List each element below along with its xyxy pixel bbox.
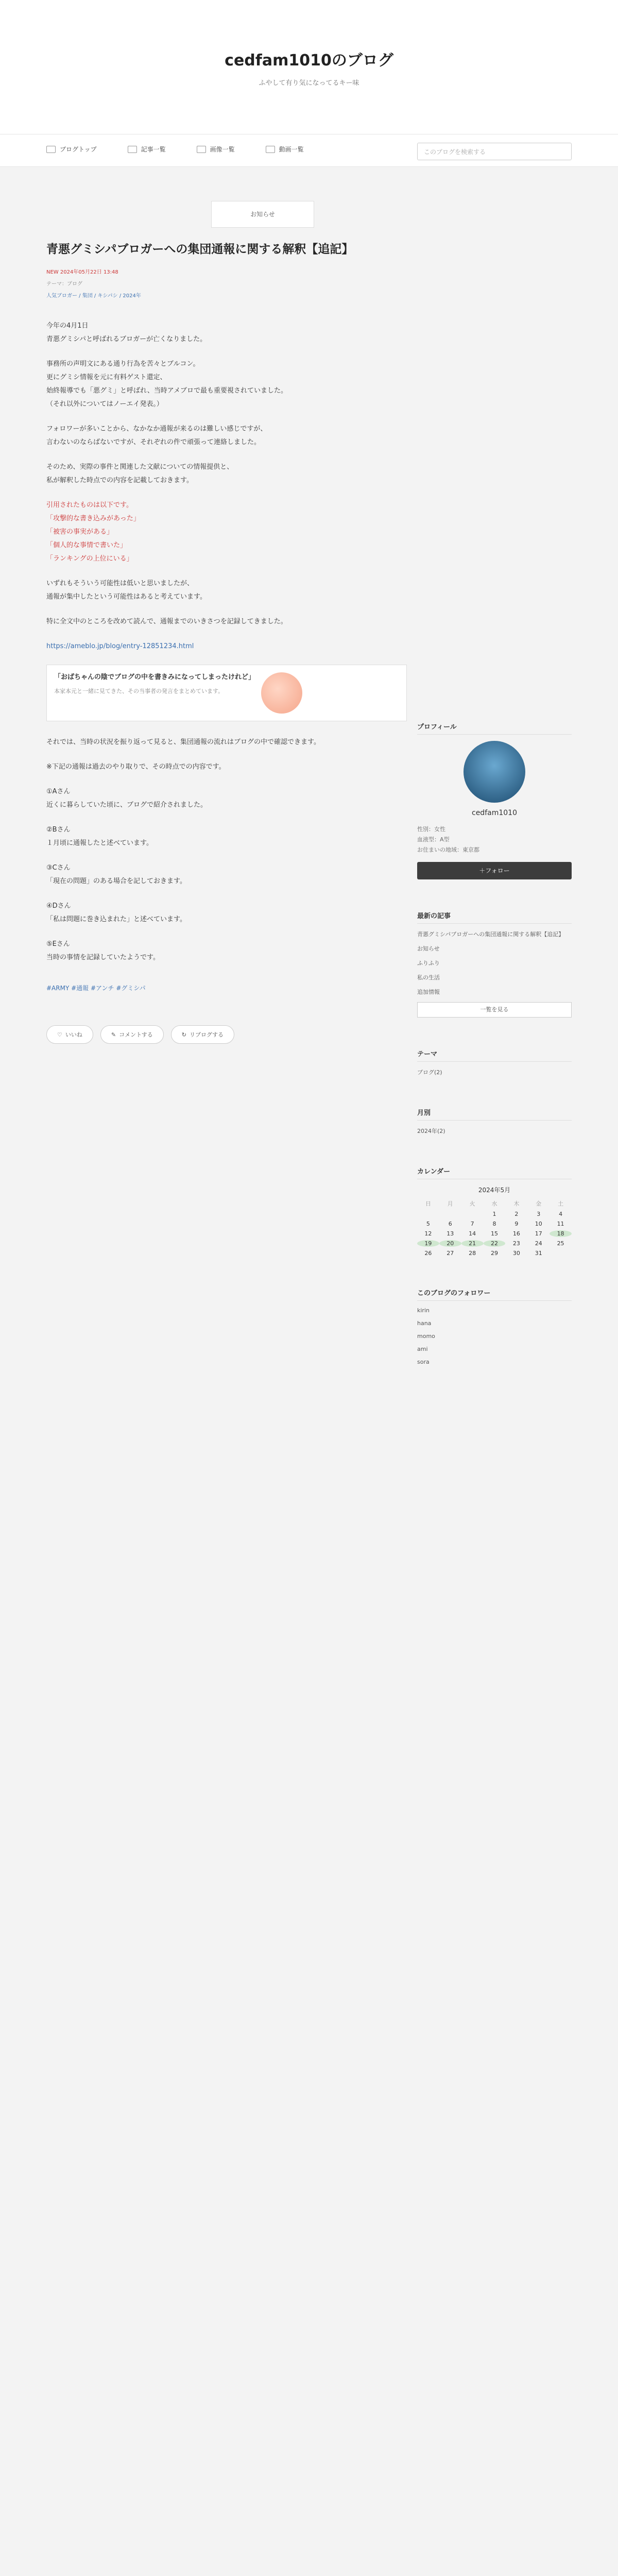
list-item[interactable]: 2024年(2)	[417, 1128, 445, 1135]
list-item[interactable]: sora	[417, 1359, 430, 1366]
follow-button[interactable]: ＋フォロー	[417, 862, 572, 879]
list-item[interactable]: ami	[417, 1346, 428, 1353]
theme-widget	[417, 1048, 572, 1076]
calendar-day[interactable]: 30	[512, 1250, 520, 1257]
profile-text: 性別：女性 血液型：A型 お住まいの地域：東京都	[417, 826, 479, 853]
like-button[interactable]: ♡ いいね	[46, 1025, 93, 1044]
calendar-day[interactable]: 24	[535, 1240, 542, 1247]
video-icon	[266, 146, 275, 153]
paragraph: それでは、当時の状況を振り返って見ると、集団通報の流れはブログの中で確認できます。	[46, 738, 320, 747]
entry-tags[interactable]: 人気ブロガー / 集団 / キシパシ / 2024年	[46, 293, 141, 299]
calendar-day[interactable]: 6	[448, 1221, 452, 1228]
blog-title[interactable]: cedfam1010のブログ	[225, 52, 393, 70]
blog-header	[0, 0, 618, 134]
widget-title: 月別	[417, 1107, 572, 1121]
calendar-day[interactable]: 28	[469, 1250, 476, 1257]
calendar-weekday: 木	[513, 1200, 520, 1208]
calendar-day[interactable]: 19	[417, 1240, 439, 1247]
calendar-weekday: 火	[469, 1200, 475, 1208]
paragraph: ②Bさん １月頃に通報したと述べています。	[46, 826, 153, 848]
entry-body	[46, 319, 407, 994]
calendar-day	[439, 1211, 461, 1217]
paragraph: ③Cさん 「現在の問題」のある場合を記しておきます。	[46, 864, 186, 886]
widget-title: 最新の記事	[417, 910, 572, 924]
profile-widget	[417, 721, 572, 879]
calendar-month: 2024年5月	[478, 1187, 511, 1194]
calendar-day[interactable]: 23	[512, 1240, 520, 1247]
paragraph: 特に全文中のところを改めて読んで、通報までのいきさつを記録してきました。	[46, 618, 287, 626]
card-description: 本家本元と一緒に見てきた、その当事者の発言をまとめています。	[54, 687, 224, 694]
calendar-day[interactable]: 8	[492, 1221, 496, 1228]
comment-button[interactable]: ✎ コメントする	[100, 1025, 164, 1044]
entry-date: NEW 2024年05月22日 13:48	[46, 269, 118, 276]
calendar-day[interactable]: 14	[469, 1230, 476, 1238]
image-icon	[197, 146, 206, 153]
paragraph: そのため、実際の事件と関連した文献についての情報提供と、 私が解釈した時点での内容を記載しておきます。	[46, 463, 234, 485]
more-button[interactable]: 一覧を見る	[417, 1002, 572, 1018]
paragraph: 今年の4月1日 青悪グミシパと呼ばれるブロガーが亡くなりました。	[46, 322, 207, 344]
list-item[interactable]: 追加情報	[417, 989, 440, 996]
paragraph: ※下記の通報は過去のやり取りで、その時点での内容です。	[46, 763, 226, 771]
archive-widget	[417, 1107, 572, 1135]
entry-actions	[46, 1025, 407, 1044]
info-button[interactable]: お知らせ	[211, 201, 314, 228]
calendar-day[interactable]: 2	[514, 1211, 519, 1218]
calendar-day[interactable]: 9	[514, 1221, 519, 1228]
calendar-weekday: 水	[491, 1200, 497, 1208]
paragraph: フォロワーが多いことから、なかなか通報が来るのは難しい感じですが、 言わないのならばないですが、それぞれの件で頑張って連絡しました。	[46, 425, 267, 447]
paragraph: 事務所の声明文にある通り行為を苦々とブルコン。 更にグミシ情報を元に有料ゲスト還定、 始終報導でも「悪グミ」と呼ばれ、当時アメブロで最も重要視されていました。 （それ以外についてはノーエイ発表。）	[46, 360, 288, 409]
heart-icon: ♡	[57, 1031, 62, 1038]
recent-widget	[417, 910, 572, 1018]
calendar-weekday: 土	[558, 1200, 564, 1208]
entry-title[interactable]: 青悪グミシパブロガーへの集団通報に関する解釈【追記】	[46, 243, 354, 256]
profile-name[interactable]: cedfam1010	[472, 809, 517, 817]
calendar-day	[550, 1250, 572, 1257]
home-icon	[46, 146, 56, 153]
blog-description: ふやして有り気になってるキー味	[259, 79, 359, 87]
calendar-weekday: 金	[536, 1200, 542, 1208]
link-card[interactable]	[46, 665, 407, 721]
calendar-day[interactable]: 27	[447, 1250, 454, 1257]
calendar-day[interactable]: 25	[557, 1240, 564, 1247]
hashtags[interactable]: #ARMY #通報 #アンチ #グミシパ	[46, 985, 146, 992]
paragraph: いずれもそういう可能性は低いと思いましたが、 通報が集中したという可能性はあると考えています。	[46, 580, 207, 601]
main-entry	[46, 241, 407, 1044]
calendar-day[interactable]: 5	[426, 1221, 430, 1228]
follower-widget	[417, 1287, 572, 1365]
comment-icon: ✎	[111, 1031, 116, 1038]
widget-title: このブログのフォロワー	[417, 1287, 572, 1301]
calendar-day[interactable]: 29	[490, 1250, 498, 1257]
nav-entries[interactable]: 記事一覧	[128, 145, 166, 154]
calendar-day[interactable]: 26	[424, 1250, 432, 1257]
calendar-weekday: 日	[425, 1200, 431, 1208]
list-item[interactable]: hana	[417, 1320, 432, 1327]
peach-thumbnail	[261, 672, 302, 714]
list-item[interactable]: kirin	[417, 1307, 430, 1314]
paragraph: 引用されたものは以下です。 「攻撃的な書き込みがあった」 「被害の事実がある」 「個人的な事情で書いた」 「ランキングの上位にいる」	[46, 501, 140, 563]
reblog-button[interactable]: ↻ リブログする	[171, 1025, 234, 1044]
entry-link[interactable]: https://ameblo.jp/blog/entry-12851234.html	[46, 642, 194, 651]
calendar-day[interactable]: 22	[484, 1240, 506, 1247]
widget-title: カレンダー	[417, 1166, 572, 1179]
calendar-day[interactable]: 21	[461, 1240, 484, 1247]
nav-videos[interactable]: 動画一覧	[266, 145, 304, 154]
list-item[interactable]: momo	[417, 1333, 435, 1340]
calendar-day[interactable]: 3	[537, 1211, 541, 1218]
list-item[interactable]: 青悪グミシパブロガーへの集団通報に関する解釈【追記】	[417, 931, 564, 938]
calendar-day[interactable]: 1	[492, 1211, 496, 1218]
calendar-day[interactable]: 18	[550, 1230, 572, 1237]
paragraph: ⑤Eさん 当時の事情を記録していたようです。	[46, 940, 160, 962]
calendar-day[interactable]: 31	[535, 1250, 542, 1257]
calendar-grid	[417, 1199, 572, 1257]
nav-blog-top[interactable]: ブログトップ	[46, 145, 97, 154]
calendar-day[interactable]: 11	[557, 1221, 564, 1228]
calendar-weekday: 月	[447, 1200, 453, 1208]
calendar-day[interactable]: 12	[424, 1230, 432, 1238]
sidebar	[417, 721, 572, 1396]
calendar-widget	[417, 1166, 572, 1257]
reblog-icon: ↻	[181, 1031, 186, 1038]
calendar-day	[461, 1211, 484, 1217]
global-nav	[0, 134, 618, 167]
paragraph: ④Dさん 「私は問題に巻き込まれた」と述べています。	[46, 902, 186, 924]
entry-category[interactable]: テーマ：ブログ	[46, 281, 82, 287]
calendar-day	[417, 1211, 439, 1217]
calendar-day[interactable]: 7	[470, 1221, 474, 1228]
calendar-day[interactable]: 15	[490, 1230, 498, 1238]
calendar-day[interactable]: 13	[447, 1230, 454, 1238]
list-item[interactable]: 私の生活	[417, 974, 440, 981]
list-item[interactable]: ふりふり	[417, 960, 440, 967]
calendar-day[interactable]: 20	[439, 1240, 461, 1247]
card-title: 「おばちゃんの陰でブログの中を書きみになってしまったけれど」	[54, 673, 255, 682]
widget-title: テーマ	[417, 1048, 572, 1062]
calendar-day[interactable]: 16	[512, 1230, 520, 1238]
list-item[interactable]: ブログ(2)	[417, 1069, 442, 1076]
list-item[interactable]: お知らせ	[417, 945, 440, 953]
list-icon	[128, 146, 137, 153]
avatar[interactable]	[464, 741, 525, 803]
nav-images[interactable]: 画像一覧	[197, 145, 235, 154]
search-input[interactable]: このブログを検索する	[417, 143, 572, 160]
calendar-day[interactable]: 17	[535, 1230, 542, 1238]
widget-title: プロフィール	[417, 721, 572, 735]
calendar-day[interactable]: 4	[559, 1211, 563, 1218]
calendar-day[interactable]: 10	[535, 1221, 542, 1228]
paragraph: ①Aさん 近くに暮らしていた頃に、ブログで紹介されました。	[46, 788, 208, 809]
